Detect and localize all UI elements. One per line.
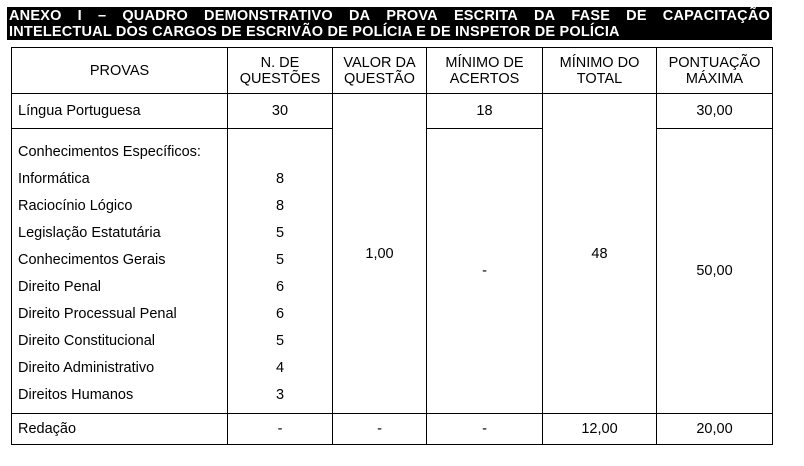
- list-item: Direito Constitucional: [18, 333, 156, 349]
- caption-word: DEMONSTRATIVO: [204, 8, 333, 24]
- pontuacao-cell: 20,00: [657, 414, 773, 445]
- header-minimo-acertos: MÍNIMO DE ACERTOS: [427, 48, 543, 94]
- especificos-questoes: [228, 129, 333, 414]
- caption-word: QUADRO: [122, 8, 188, 24]
- caption-word: ANEXO: [9, 8, 62, 24]
- header-minimo-total: MÍNIMO DO TOTAL: [543, 48, 657, 94]
- table-row: [12, 94, 773, 129]
- spacer: [228, 139, 332, 166]
- caption-word: DA: [533, 8, 556, 24]
- questoes-cell: -: [228, 414, 333, 445]
- questoes-cell: 4: [275, 360, 285, 376]
- caption-word: PROVA: [386, 8, 438, 24]
- caption-line-1: [9, 8, 770, 24]
- prova-redacao: Redação: [12, 414, 228, 445]
- list-item: Conhecimentos Gerais: [18, 252, 166, 268]
- list-item: Legislação Estatutária: [18, 225, 161, 241]
- questoes-cell: 6: [275, 279, 285, 295]
- questoes-cell: 30: [228, 94, 333, 129]
- list-item: Raciocínio Lógico: [18, 198, 133, 214]
- questoes-cell: 5: [275, 225, 285, 241]
- caption-word: ESCRITA: [453, 8, 518, 24]
- especificos-heading: Conhecimentos Específicos:: [18, 144, 201, 160]
- table-row: [12, 414, 773, 445]
- list-item: Direitos Humanos: [18, 387, 134, 403]
- list-item: Direito Administrativo: [18, 360, 155, 376]
- caption-word: DE: [626, 8, 647, 24]
- pontuacao-cell: 30,00: [657, 94, 773, 129]
- acertos-cell: -: [427, 129, 543, 414]
- questoes-cell: 5: [275, 333, 285, 349]
- caption-word: CAPACITAÇÃO: [662, 8, 770, 24]
- minimo-total-cell: 12,00: [543, 414, 657, 445]
- prova-lingua-portuguesa: Língua Portuguesa: [12, 94, 228, 129]
- list-item: Direito Processual Penal: [18, 306, 177, 322]
- valor-questao-cell: 1,00: [333, 94, 427, 414]
- minimo-total-cell: 48: [543, 94, 657, 414]
- questoes-cell: 8: [275, 171, 285, 187]
- questoes-cell: 6: [275, 306, 285, 322]
- caption-word: FASE: [571, 8, 611, 24]
- list-item: Informática: [18, 171, 90, 187]
- table-caption-banner: [7, 7, 772, 40]
- caption-word: DA: [348, 8, 371, 24]
- header-valor-questao: VALOR DA QUESTÃO: [333, 48, 427, 94]
- questoes-cell: 8: [275, 198, 285, 214]
- header-provas: PROVAS: [12, 48, 228, 94]
- header-row: [12, 48, 773, 94]
- valor-questao-cell: -: [333, 414, 427, 445]
- caption-word: –: [97, 8, 107, 24]
- acertos-cell: -: [427, 414, 543, 445]
- caption-line-2: INTELECTUAL DOS CARGOS DE ESCRIVÃO DE POLÍCIA E DE INSPETOR DE POLÍCIA: [9, 24, 620, 40]
- questoes-cell: 3: [275, 387, 285, 403]
- header-n-questoes: N. DE QUESTÕES: [228, 48, 333, 94]
- acertos-cell: 18: [427, 94, 543, 129]
- questoes-cell: 5: [275, 252, 285, 268]
- exam-summary-table: [11, 47, 773, 445]
- prova-especificos-list: [12, 129, 228, 414]
- header-pontuacao-maxima: PONTUAÇÃO MÁXIMA: [657, 48, 773, 94]
- pontuacao-cell: 50,00: [657, 129, 773, 414]
- list-item: Direito Penal: [18, 279, 102, 295]
- caption-word: I: [77, 8, 82, 24]
